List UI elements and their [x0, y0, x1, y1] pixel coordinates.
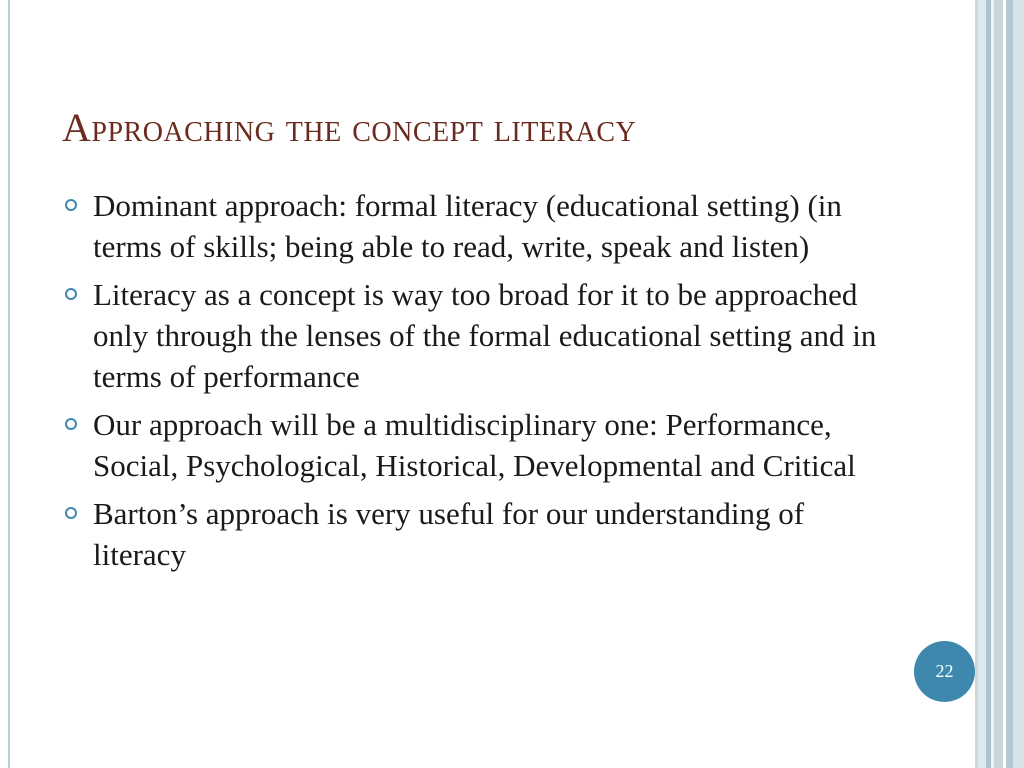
bullet-text: Barton’s approach is very useful for our understanding of literacy — [93, 496, 805, 572]
bullet-item — [62, 274, 882, 397]
left-border-line — [8, 0, 10, 768]
bullet-item — [62, 493, 882, 575]
circle-bullet-icon — [65, 507, 77, 519]
bullet-text: Literacy as a concept is way too broad for it to be approached only through the lenses of the formal educational setting and in terms of performance — [93, 277, 877, 394]
right-decorative-stripe — [994, 0, 1003, 768]
bullet-text: Dominant approach: formal literacy (educational setting) (in terms of skills; being able to read, write, speak and listen) — [93, 188, 842, 264]
bullet-item — [62, 185, 882, 267]
right-decorative-stripe — [1006, 0, 1013, 768]
right-decorative-stripe — [978, 0, 986, 768]
bullet-item — [62, 404, 882, 486]
right-decorative-stripe — [1013, 0, 1024, 768]
bullet-text: Our approach will be a multidisciplinary one: Performance, Social, Psychological, Historical, Developmental and Critical — [93, 407, 856, 483]
page-number: 22 — [935, 661, 954, 681]
circle-bullet-icon — [65, 199, 77, 211]
slide-title: Approaching the concept literacy — [62, 105, 637, 150]
circle-bullet-icon — [65, 418, 77, 430]
page-number-badge — [914, 641, 975, 702]
circle-bullet-icon — [65, 288, 77, 300]
bullet-list — [62, 185, 882, 582]
